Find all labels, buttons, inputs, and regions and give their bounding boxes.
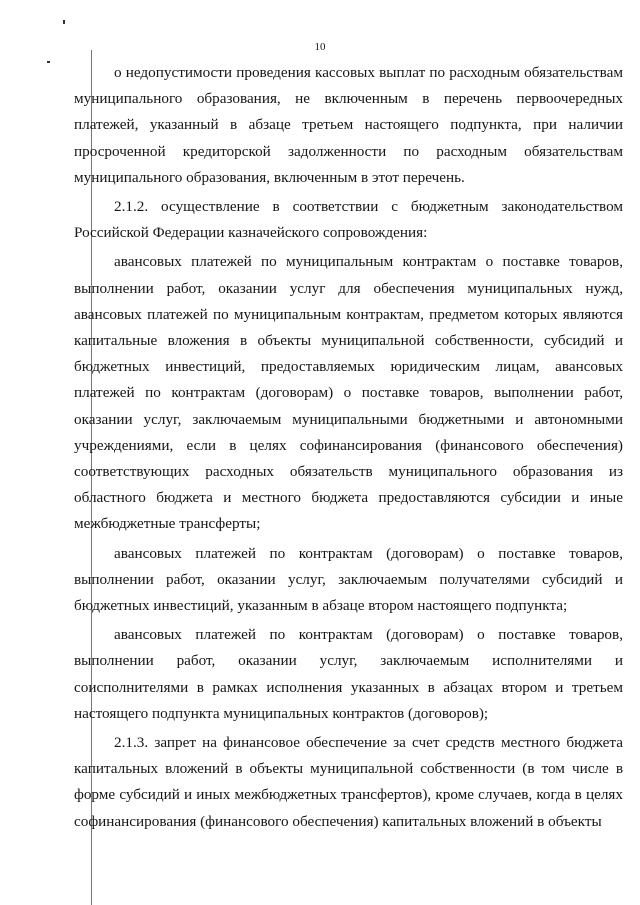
paragraph-2: 2.1.2. осуществление в соответствии с бюджетным законодательством Российской Федерации казначейского сопровождения: xyxy=(74,198,623,242)
page-number: 10 xyxy=(314,41,326,53)
paragraph-3: авансовых платежей по муниципальным контрактам о поставке товаров, выполнении работ, оказании услуг для обеспечения муниципальных нужд, авансовых платежей по муниципальным контрактам, предметом которых являются капитальные вложения в объекты муниципальной собственности, субсидий и бюджетных инвестиций, предоставляемых юридическим лицам, авансовых платежей по контрактам (договорам) о поставке товаров, выполнении работ, оказании услуг, заключаемым муниципальными бюджетными и автономными учреждениями, если в целях софинансирования (финансового обеспечения) соответствующих расходных обязательств муниципального образования из областного бюджета и местного бюджета предоставляются субсидии и иные межбюджетные трансферты; xyxy=(74,253,623,533)
scan-speck xyxy=(63,20,65,24)
paragraph-1: о недопустимости проведения кассовых выплат по расходным обязательствам муниципального образования, не включенным в перечень первоочередных платежей, указанный в абзаце третьем настоящего подпункта, при наличии просроченной кредиторской задолженности по расходным обязательствам муниципального образования, включенным в этот перечень. xyxy=(74,64,623,186)
paragraph-4: авансовых платежей по контрактам (договорам) о поставке товаров, выполнении работ, оказании услуг, заключаемым получателями субсидий и бюджетных инвестиций, указанным в абзаце втором настоящего подпункта; xyxy=(74,544,623,615)
document-body xyxy=(74,60,623,835)
paragraph-6: 2.1.3. запрет на финансовое обеспечение за счет средств местного бюджета капитальных вложений в объекты муниципальной собственности (в том числе в форме субсидий и иных межбюджетных трансфертов), кроме случаев, когда в целях софинансирования (финансового обеспечения) капитальных вложений в объекты xyxy=(74,734,623,830)
scan-speck xyxy=(47,61,50,63)
paragraph-5: авансовых платежей по контрактам (договорам) о поставке товаров, выполнении работ, оказании услуг, заключаемым исполнителями и соисполнителями в рамках исполнения указанных в абзацах втором и третьем настоящего подпункта муниципальных контрактов (договоров); xyxy=(74,626,623,722)
